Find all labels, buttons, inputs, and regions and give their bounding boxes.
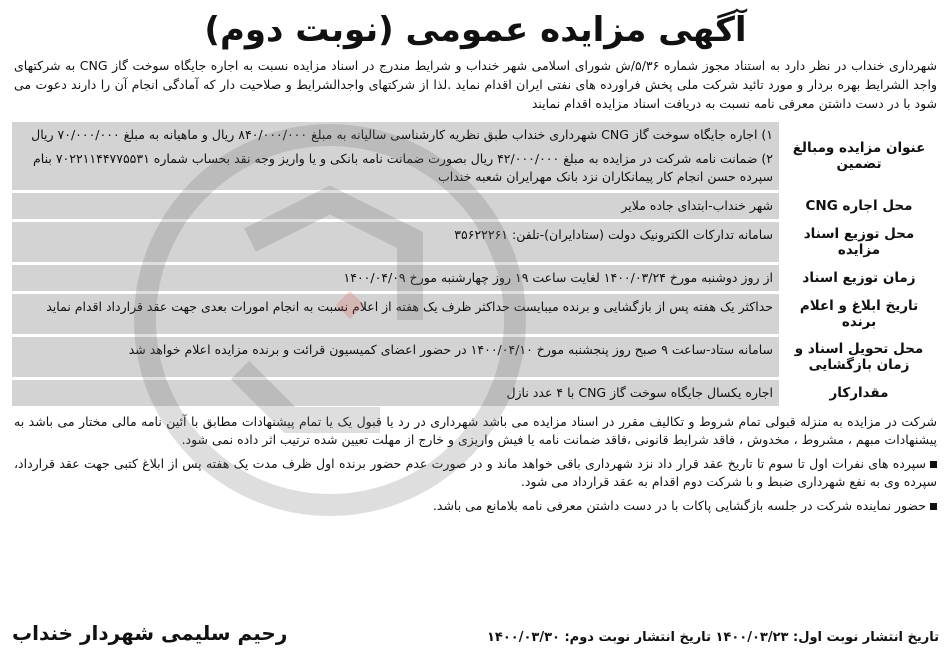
row-label: زمان توزیع اسناد	[779, 265, 939, 291]
publish-dates: تاریخ انتشار نوبت اول: ۱۴۰۰/۰۳/۲۳ تاریخ انتشار نوبت دوم: ۱۴۰۰/۰۳/۳۰	[486, 630, 939, 645]
table-row	[12, 122, 939, 190]
note-text: حضور نماینده شرکت در جلسه بازگشایی پاکات با در دست داشتن معرفی نامه بلامانع می باشد.	[432, 498, 926, 513]
row-value-line: حداکثر یک هفته پس از بازگشایی و برنده میبایست حداکثر ظرف یک هفته از اعلام نسبت به انجام امورات بعدی جهت عقد قرارداد اقدام نماید	[46, 299, 773, 314]
notes-section	[14, 413, 937, 515]
table-row	[12, 337, 939, 377]
row-value	[12, 265, 779, 291]
note-text: شرکت در مزایده به منزله قبولی تمام شروط و تکالیف مقرر در اسناد مزایده می باشد شهرداری در رد یا قبول یک یا تمام پیشنهادات مطابق با آئین نامه مالی مختار می باشد به پیشنهادات مبهم ، مشروط ، مخدوش ، فاقد شرایط قانونی ،فاقد ضمانت نامه یا فیش واریزی و خارج از مهلت تعیین شده ترتیب اثر داده نمی شود.	[14, 414, 937, 447]
row-value	[12, 294, 779, 334]
row-label: محل توزیع اسناد مزایده	[779, 222, 939, 262]
note-text: سپرده های نفرات اول تا سوم تا تاریخ عقد قرار داد نزد شهرداری باقی خواهد ماند و در صورت عدم حضور برنده اول ظرف مدت یک هفته پس از ابلاغ کتبی جهت عقد قرارداد، سپرده وی به نفع شهرداری ضبط و با شرکت دوم اقدام به عقد قرارداد می شود.	[14, 456, 937, 489]
row-label: محل تحویل اسناد و زمان بازگشایی	[779, 337, 939, 377]
page-title: آگهی مزایده عمومی (نوبت دوم)	[204, 10, 747, 50]
row-label: عنوان مزایده ومبالغ تضمین	[779, 122, 939, 190]
square-bullet-icon	[930, 461, 937, 468]
signature: رحیم سلیمی شهردار خنداب	[12, 621, 288, 645]
row-value-line: شهر خنداب-ابتدای جاده ملایر	[621, 198, 773, 213]
note-item	[14, 455, 937, 491]
row-value-line: ۲) ضمانت نامه شرکت در مزایده به مبلغ ۴۲/۰۰۰/۰۰۰ ریال بصورت ضمانت نامه بانکی و یا واریز وجه نقد بحساب شماره ۷۰۲۲۱۱۴۴۷۷۵۵۳۱ بنام سپرده حسن انجام کار پیمانکاران نزد بانک مهرایران شعبه خنداب	[33, 151, 773, 184]
row-value-line: سامانه تدارکات الکترونیک دولت (ستادایران)-تلفن: ۳۵۶۲۲۲۶۱	[454, 227, 773, 242]
row-value-line: از روز دوشنبه مورخ ۱۴۰۰/۰۳/۲۴ لغایت ساعت ۱۹ روز چهارشنبه مورخ ۱۴۰۰/۰۴/۰۹	[343, 270, 773, 285]
row-value-line: سامانه ستاد-ساعت ۹ صبح روز پنجشنبه مورخ ۱۴۰۰/۰۴/۱۰ در حضور اعضای کمیسیون قرائت و برنده مزایده اعلام خواهد شد	[128, 342, 773, 357]
table-row	[12, 380, 939, 406]
row-value	[12, 337, 779, 377]
note-item	[14, 497, 937, 515]
row-label: مقدارکار	[779, 380, 939, 406]
row-value	[12, 380, 779, 406]
footer	[12, 621, 939, 645]
table-row	[12, 265, 939, 291]
table-row	[12, 294, 939, 334]
row-value	[12, 193, 779, 219]
note-item	[14, 413, 937, 449]
row-value	[12, 222, 779, 262]
table-row	[12, 222, 939, 262]
row-value-line: اجاره یکسال جایگاه سوخت گاز CNG با ۴ عدد نازل	[506, 385, 773, 400]
row-value	[12, 122, 779, 190]
row-label: تاریخ ابلاغ و اعلام برنده	[779, 294, 939, 334]
square-bullet-icon	[930, 503, 937, 510]
row-value-line: ۱) اجاره جایگاه سوخت گاز CNG شهرداری خنداب طبق نظریه کارشناسی سالیانه به مبلغ ۸۴۰/۰۰۰/۰۰۰ ریال و ماهیانه به مبلغ ۷۰/۰۰۰/۰۰۰ ریال	[31, 127, 773, 142]
table-row	[12, 193, 939, 219]
row-label: محل اجاره CNG	[779, 193, 939, 219]
intro-paragraph: شهرداری خنداب در نظر دارد به استناد مجوز شماره ۵/۳۶/ش شورای اسلامی شهر خنداب و شرایط مندرج در اسناد مزایده نسبت به اجاره جایگاه سوخت گاز CNG به شرکتهای واجد الشرایط بهره بردار و مورد تائید شرکت ملی پخش فراورده های نفتی ایران اقدام نماید .لذا از شرکتهای واجدالشرایط و صلاحیت دار که آمادگی انجام آن را دارند دعوت می شود با در دست داشتن معرفی نامه نسبت به دریافت اسناد مزایده اقدام نمایند	[14, 58, 938, 111]
details-table	[12, 119, 939, 409]
